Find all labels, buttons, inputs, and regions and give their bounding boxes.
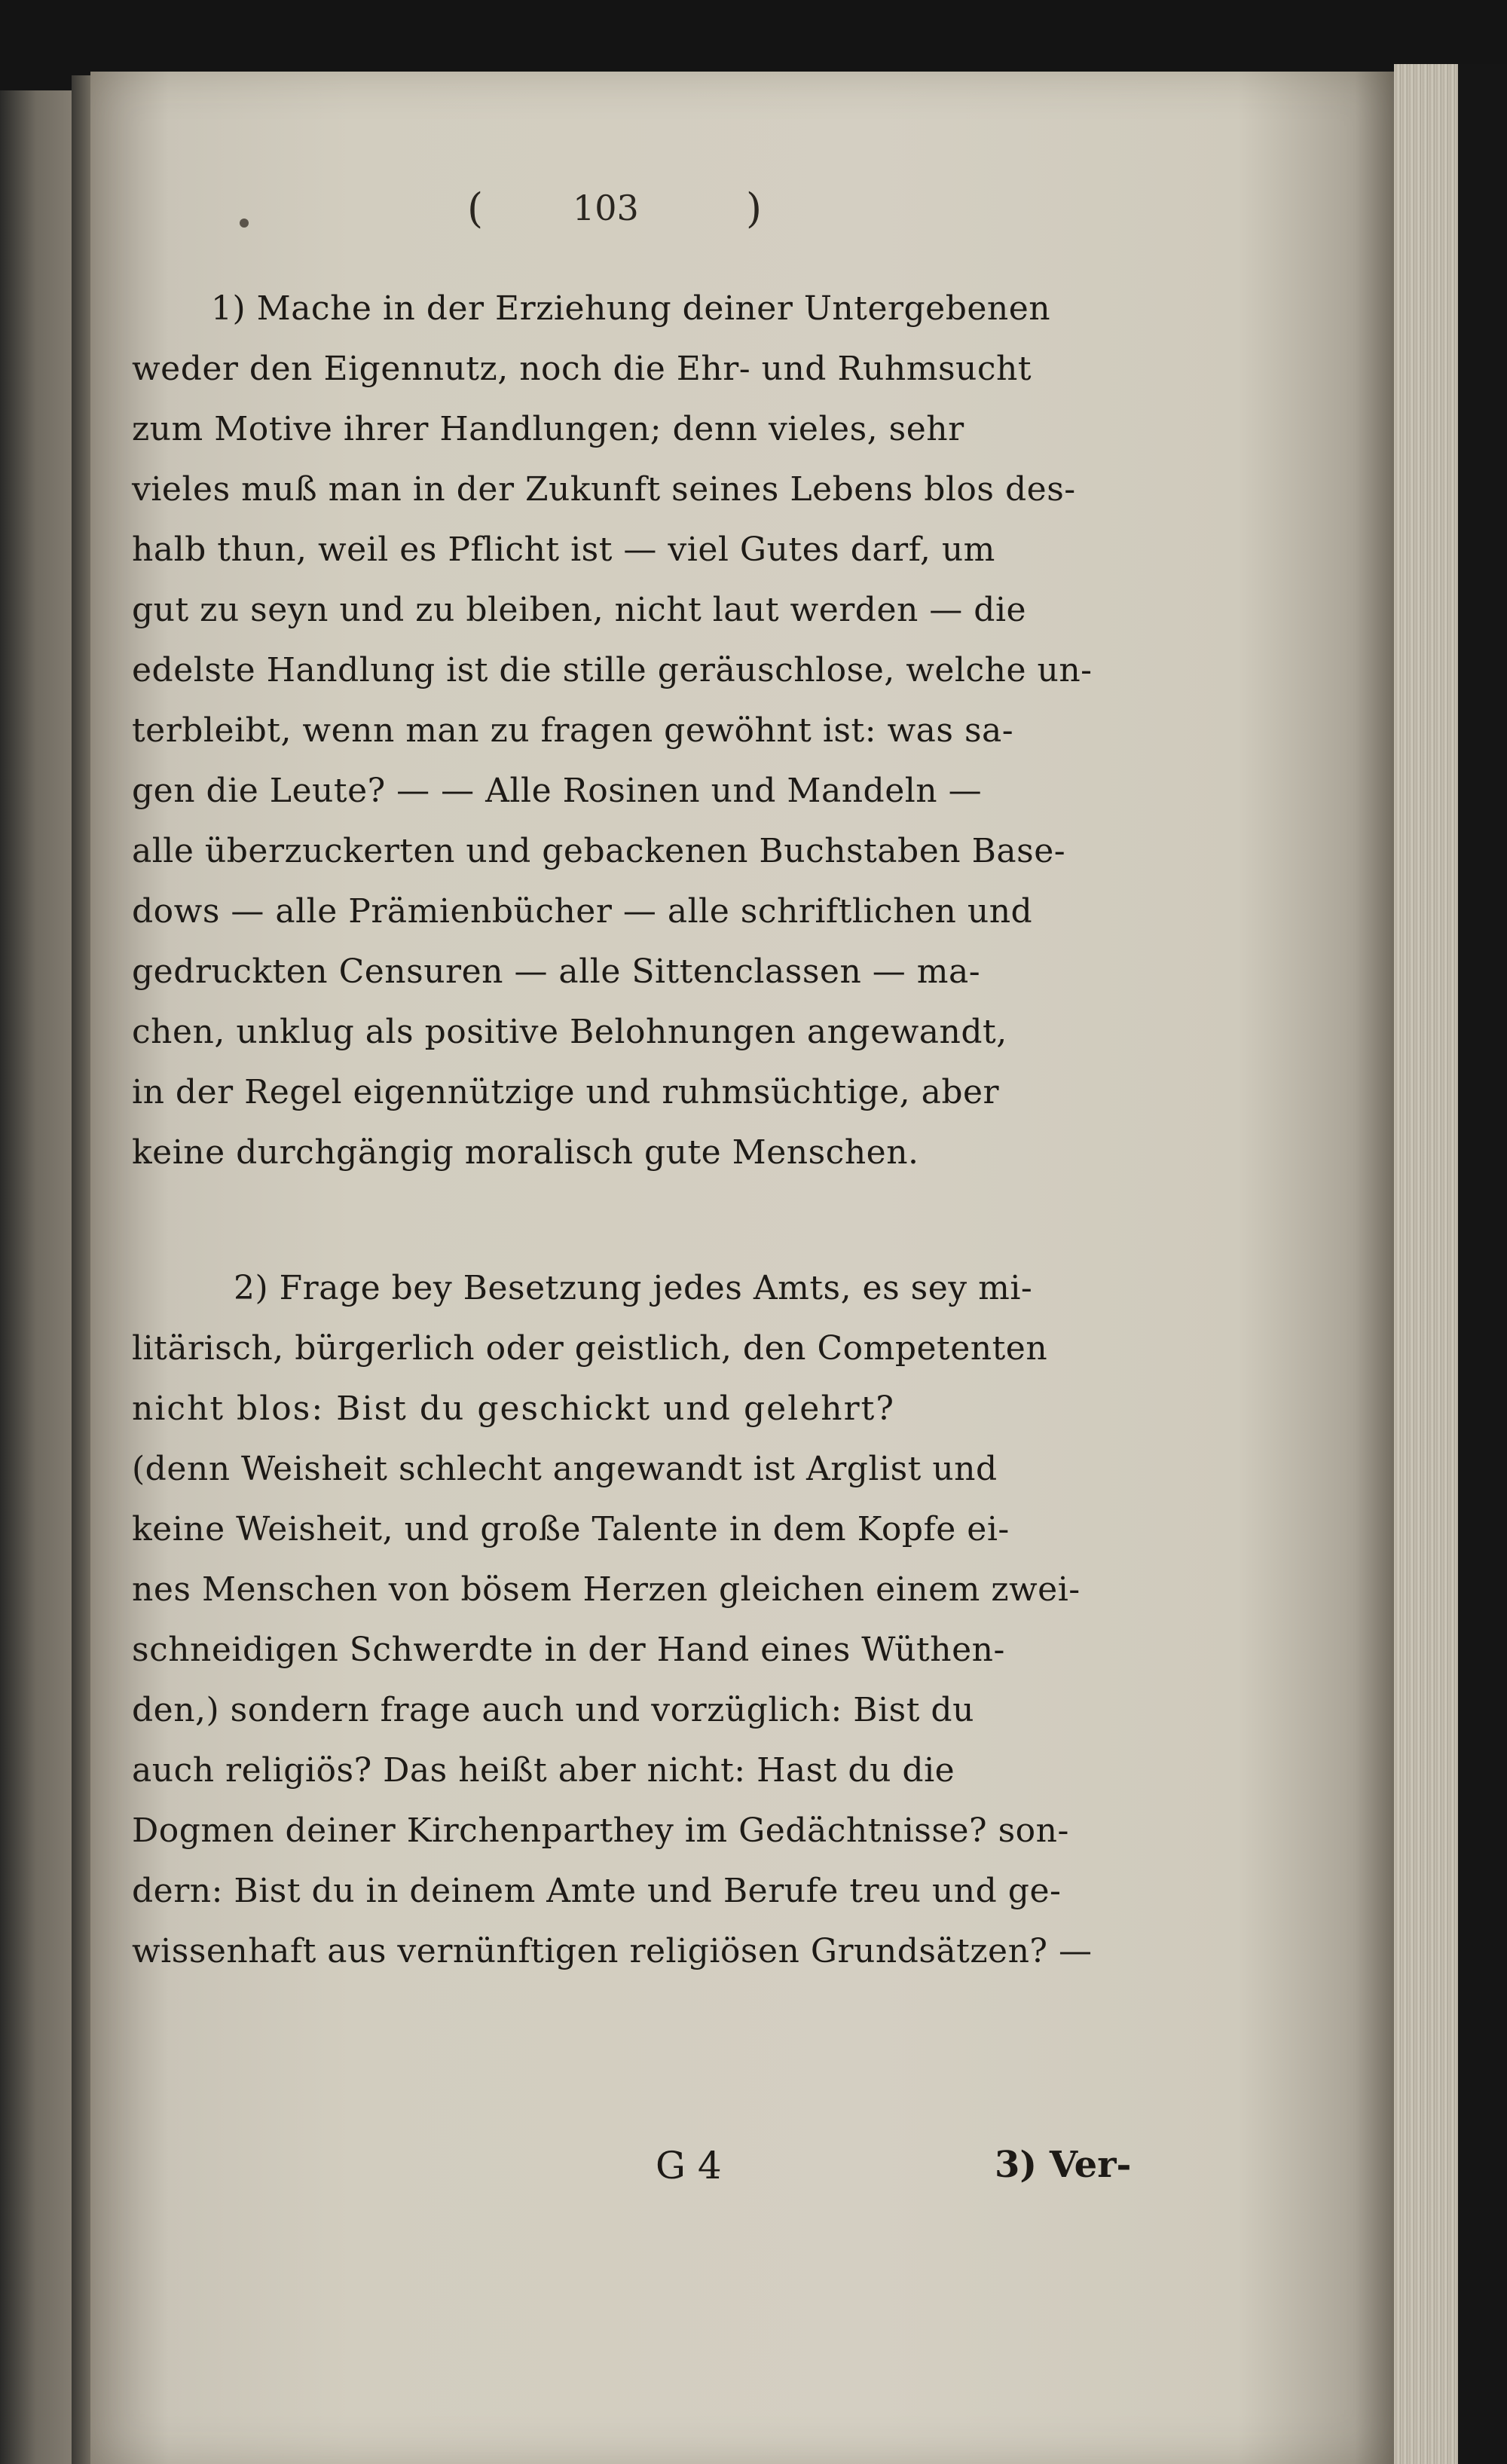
background-right — [1458, 64, 1507, 2464]
text-line: zum Motive ihrer Handlungen; denn vieles, sehr — [132, 410, 964, 448]
text-line: keine Weisheit, und große Talente in dem Kopfe ei- — [132, 1510, 1010, 1548]
text-line: schneidigen Schwerdte in der Hand eines Wüthen- — [132, 1631, 1005, 1669]
text-line: (denn Weisheit schlecht angewandt ist Arglist und — [132, 1450, 998, 1488]
text-line: den,) sondern frage auch und vorzüglich: Bist du — [132, 1691, 974, 1729]
ink-speck — [240, 219, 249, 228]
page-block-edges — [1394, 64, 1462, 2464]
text-line: nes Menschen von bösem Herzen gleichen einem zwei- — [132, 1570, 1081, 1609]
printer-signature-mark: G 4 — [656, 2144, 722, 2187]
text-line: gut zu seyn und zu bleiben, nicht laut werden — die — [132, 591, 1027, 629]
text-line: 1) Mache in der Erziehung deiner Untergebenen — [211, 289, 1051, 328]
text-line: 2) Frage bey Besetzung jedes Amts, es sey mi- — [234, 1269, 1033, 1307]
text-line: dows — alle Prämienbücher — alle schriftlichen und — [132, 892, 1033, 931]
text-line: chen, unklug als positive Belohnungen angewandt, — [132, 1013, 1007, 1051]
catchword: 3) Ver- — [995, 2144, 1132, 2186]
page-header — [467, 185, 784, 237]
text-line: in der Regel eigennützige und ruhmsüchtige, aber — [132, 1073, 1000, 1111]
header-paren-right: ) — [746, 185, 763, 232]
text-line: weder den Eigennutz, noch die Ehr- und Ruhmsucht — [132, 350, 1032, 388]
text-line: edelste Handlung ist die stille geräuschlose, welche un- — [132, 651, 1093, 689]
text-line: gen die Leute? — — Alle Rosinen und Mandeln — — [132, 772, 983, 810]
text-line: halb thun, weil es Pflicht ist — viel Gutes darf, um — [132, 530, 995, 569]
text-line: terbleibt, wenn man zu fragen gewöhnt ist: was sa- — [132, 711, 1014, 750]
text-line: dern: Bist du in deinem Amte und Berufe treu und ge- — [132, 1872, 1062, 1910]
text-line: Dogmen deiner Kirchenparthey im Gedächtnisse? son- — [132, 1811, 1069, 1850]
text-line: alle überzuckerten und gebackenen Buchstaben Base- — [132, 832, 1066, 870]
text-line: nicht blos: Bist du geschickt und gelehrt? — [132, 1389, 895, 1428]
text-line: vieles muß man in der Zukunft seines Lebens blos des- — [132, 470, 1076, 509]
page-number: 103 — [573, 188, 639, 228]
text-line: auch religiös? Das heißt aber nicht: Hast du die — [132, 1751, 955, 1790]
text-line: litärisch, bürgerlich oder geistlich, den Competenten — [132, 1329, 1048, 1368]
text-line: keine durchgängig moralisch gute Menschen. — [132, 1133, 919, 1172]
text-line: gedruckten Censuren — alle Sittenclassen — ma- — [132, 952, 981, 991]
header-paren-left: ( — [467, 185, 484, 232]
text-line: wissenhaft aus vernünftigen religiösen Grundsätzen? — — [132, 1932, 1093, 1970]
